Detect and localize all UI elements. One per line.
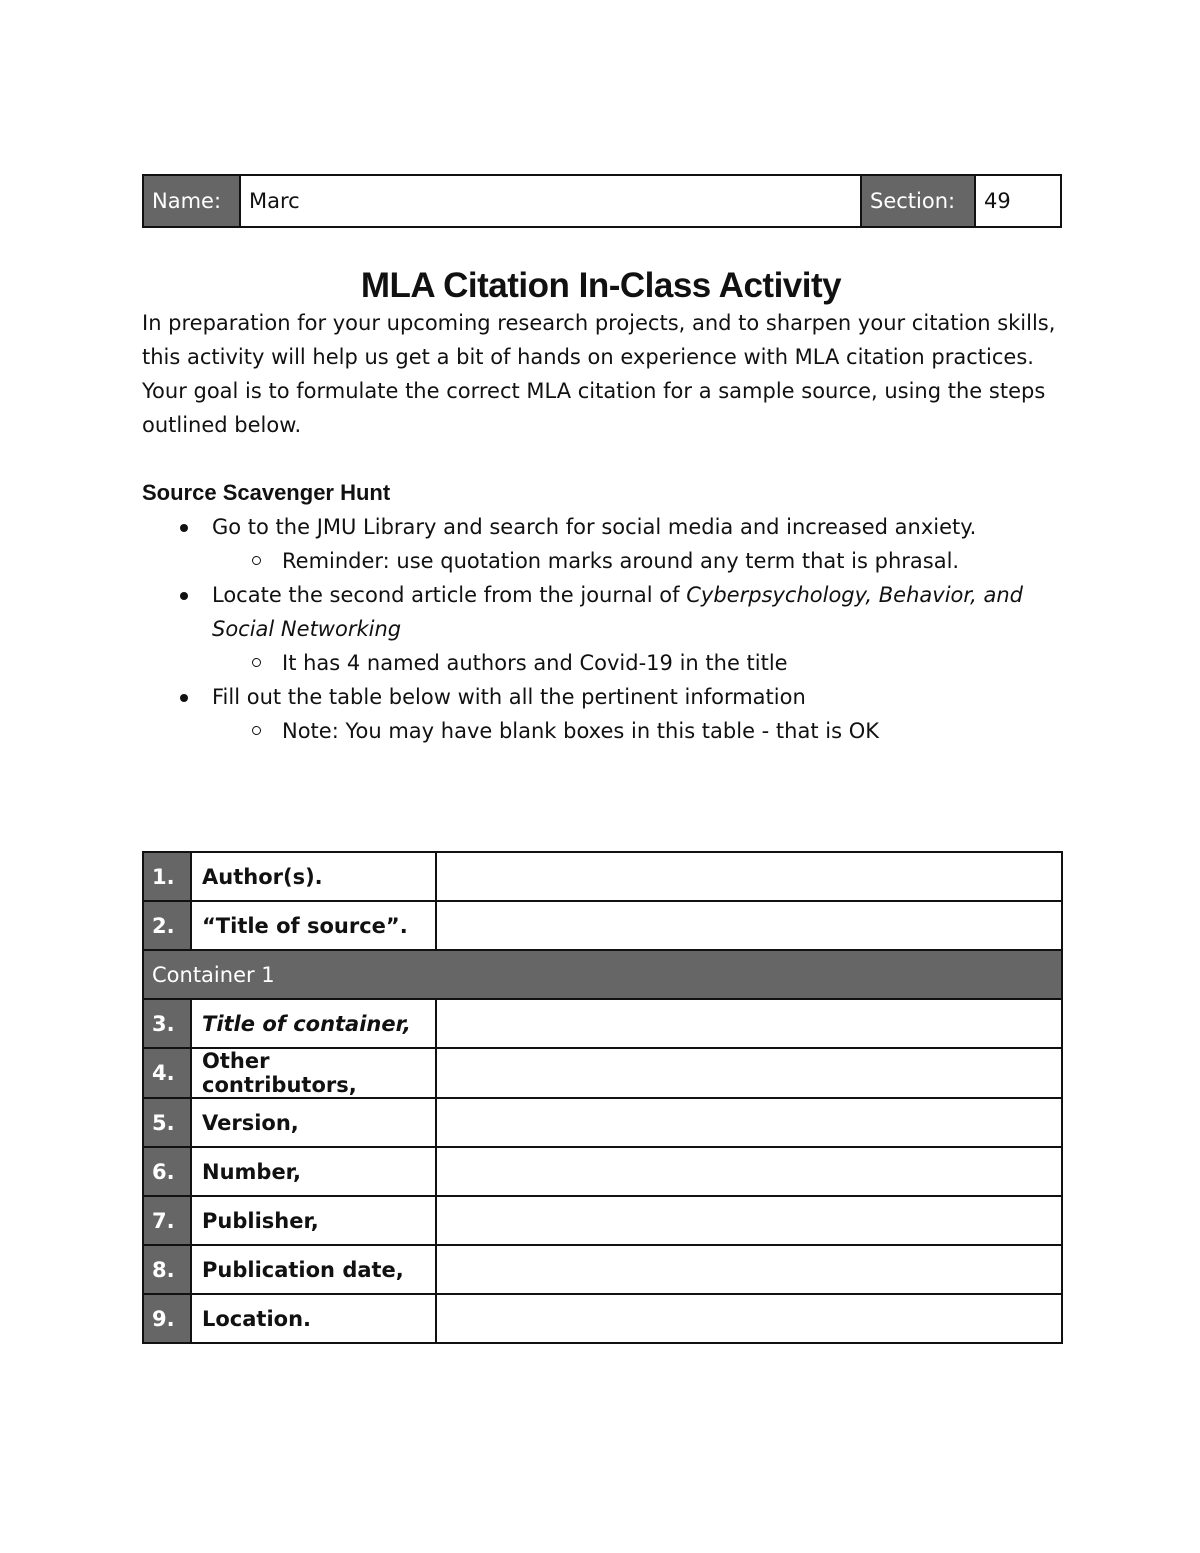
table-row bbox=[143, 1098, 1062, 1147]
row-number: 2. bbox=[143, 901, 191, 950]
page-title: MLA Citation In-Class Activity bbox=[360, 266, 842, 305]
bullet-text: Fill out the table below with all the pertinent information bbox=[212, 685, 806, 709]
row-label: Author(s). bbox=[191, 852, 436, 901]
sub-list-item: Reminder: use quotation marks around any term that is phrasal. bbox=[142, 544, 1060, 578]
row-label: “Title of source”. bbox=[191, 901, 436, 950]
sub-list bbox=[142, 646, 1060, 680]
table-row bbox=[143, 1048, 1062, 1098]
table-row bbox=[143, 1294, 1062, 1343]
row-label: Publication date, bbox=[191, 1245, 436, 1294]
row-label: Version, bbox=[191, 1098, 436, 1147]
row-label: Publisher, bbox=[191, 1196, 436, 1245]
goal-paragraph: Your goal is to formulate the correct MLA citation for a sample source, using the steps outlined below. bbox=[142, 379, 1046, 437]
table-row bbox=[143, 1147, 1062, 1196]
publisher-field[interactable] bbox=[436, 1196, 1062, 1245]
source-title-field[interactable] bbox=[436, 901, 1062, 950]
version-field[interactable] bbox=[436, 1098, 1062, 1147]
container-title-field[interactable] bbox=[436, 999, 1062, 1048]
row-number: 1. bbox=[143, 852, 191, 901]
instruction-list bbox=[142, 510, 1060, 748]
intro-paragraph: In preparation for your upcoming research projects, and to sharpen your citation skills, this activity will help us get a bit of hands on experience with MLA citation practices. bbox=[142, 311, 1056, 369]
row-number: 6. bbox=[143, 1147, 191, 1196]
table-row bbox=[143, 852, 1062, 901]
row-number: 5. bbox=[143, 1098, 191, 1147]
document-page bbox=[142, 174, 1060, 748]
sub-list-item: It has 4 named authors and Covid-19 in the title bbox=[142, 646, 1060, 680]
bullet-text: Locate the second article from the journal of bbox=[212, 583, 687, 607]
table-row bbox=[143, 999, 1062, 1048]
container-header: Container 1 bbox=[143, 950, 1062, 999]
author-field[interactable] bbox=[436, 852, 1062, 901]
container-header-row bbox=[143, 950, 1062, 999]
section-field[interactable]: 49 bbox=[975, 175, 1061, 227]
row-number: 9. bbox=[143, 1294, 191, 1343]
sub-list-item: Note: You may have blank boxes in this table - that is OK bbox=[142, 714, 1060, 748]
name-field[interactable]: Marc bbox=[240, 175, 861, 227]
row-label: Other contributors, bbox=[191, 1048, 436, 1098]
row-label: Title of container, bbox=[191, 999, 436, 1048]
table-row bbox=[143, 1245, 1062, 1294]
section-label: Section: bbox=[861, 175, 975, 227]
name-label: Name: bbox=[143, 175, 240, 227]
publication-date-field[interactable] bbox=[436, 1245, 1062, 1294]
table-row bbox=[143, 1196, 1062, 1245]
row-label: Location. bbox=[191, 1294, 436, 1343]
list-item bbox=[142, 510, 1060, 578]
row-number: 7. bbox=[143, 1196, 191, 1245]
list-item bbox=[142, 578, 1060, 680]
student-info-table bbox=[142, 174, 1062, 228]
sub-list bbox=[142, 714, 1060, 748]
bullet-text: Go to the JMU Library and search for social media and increased anxiety. bbox=[212, 515, 977, 539]
citation-table bbox=[142, 851, 1063, 1344]
row-number: 8. bbox=[143, 1245, 191, 1294]
journal-title: Cyberpsychology, Behavior, and Social Networking bbox=[212, 583, 1023, 641]
row-number: 3. bbox=[143, 999, 191, 1048]
sub-list bbox=[142, 544, 1060, 578]
contributors-field[interactable] bbox=[436, 1048, 1062, 1098]
section-heading: Source Scavenger Hunt bbox=[142, 480, 391, 505]
list-item bbox=[142, 680, 1060, 748]
number-field[interactable] bbox=[436, 1147, 1062, 1196]
location-field[interactable] bbox=[436, 1294, 1062, 1343]
table-row bbox=[143, 901, 1062, 950]
row-label: Number, bbox=[191, 1147, 436, 1196]
row-number: 4. bbox=[143, 1048, 191, 1098]
